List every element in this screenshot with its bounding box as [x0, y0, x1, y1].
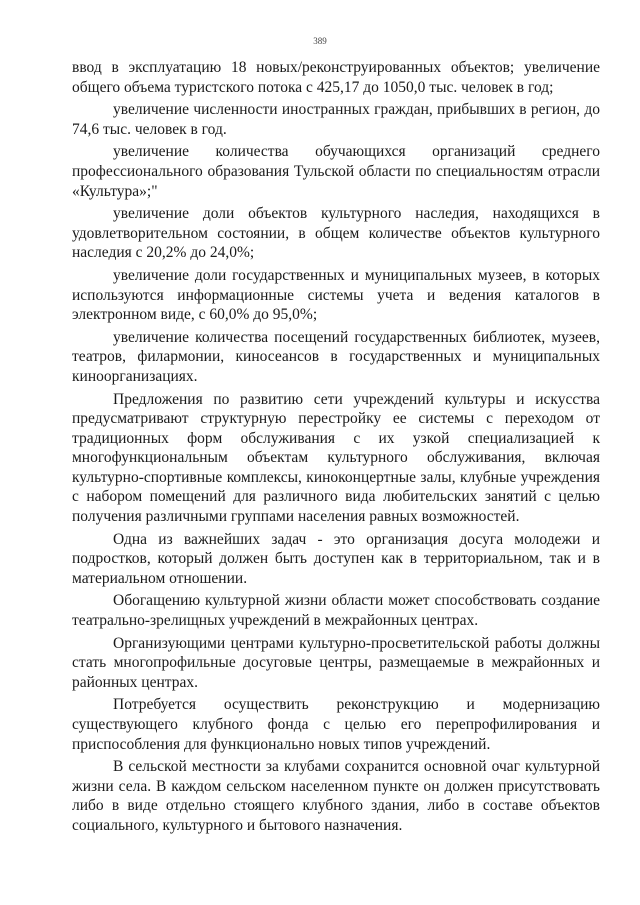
- paragraph: Обогащению культурной жизни области может способствовать создание театрально-зрелищных учреждений в межрайонных центрах.: [72, 592, 600, 630]
- paragraph: Потребуется осуществить реконструкцию и модернизацию существующего клубного фонда с целью его перепрофилирования и приспособления для функционально новых типов учреждений.: [72, 696, 600, 753]
- paragraph: Одна из важнейших задач - это организация досуга молодежи и подростков, который должен быть доступен как в территориальном, так и в материальном отношении.: [72, 530, 600, 587]
- page-number: 389: [313, 36, 327, 46]
- paragraph: Организующими центрами культурно-просветительской работы должны стать многопрофильные досуговые центры, размещаемые в межрайонных и районных центрах.: [72, 634, 600, 691]
- paragraph: увеличение доли объектов культурного наследия, находящихся в удовлетворительном состоянии, в общем количестве объектов культурного наследия с 20,2% до 24,0%;: [72, 205, 600, 262]
- paragraph: увеличение численности иностранных граждан, прибывших в регион, до 74,6 тыс. человек в год.: [72, 101, 600, 138]
- paragraph: увеличение доли государственных и муниципальных музеев, в которых используются информационные системы учета и ведения каталогов в электронном виде, с 60,0% до 95,0%;: [72, 266, 600, 324]
- document-body: [72, 58, 600, 839]
- paragraph: Предложения по развитию сети учреждений культуры и искусства предусматривают структурную перестройку ее системы с переходом от традиционных форм обслуживания с их узкой специализацией к многофункциональным объектам культурного обслуживания, включая культурно-спортивные комплексы, киноконцертные залы, клубные учреждения с набором помещений для различного вида любительских занятий с целью получения различными группами населения равных возможностей.: [72, 390, 600, 526]
- paragraph: увеличение количества посещений государственных библиотек, музеев, театров, филармонии, киносеансов в государственных и муниципальных киноорганизациях.: [72, 328, 600, 385]
- paragraph: В сельской местности за клубами сохранится основной очаг культурной жизни села. В каждом сельском населенном пункте он должен присутствовать либо в виде отдельно стоящего клубного здания, либо в составе объектов социального, культурного и бытового назначения.: [72, 758, 600, 834]
- paragraph: ввод в эксплуатацию 18 новых/реконструированных объектов; увеличение общего объема туристского потока с 425,17 до 1050,0 тыс. человек в год;: [72, 59, 600, 96]
- paragraph: увеличение количества обучающихся организаций среднего профессионального образования Тульской области по специальностям отрасли «Культура»;": [72, 143, 600, 200]
